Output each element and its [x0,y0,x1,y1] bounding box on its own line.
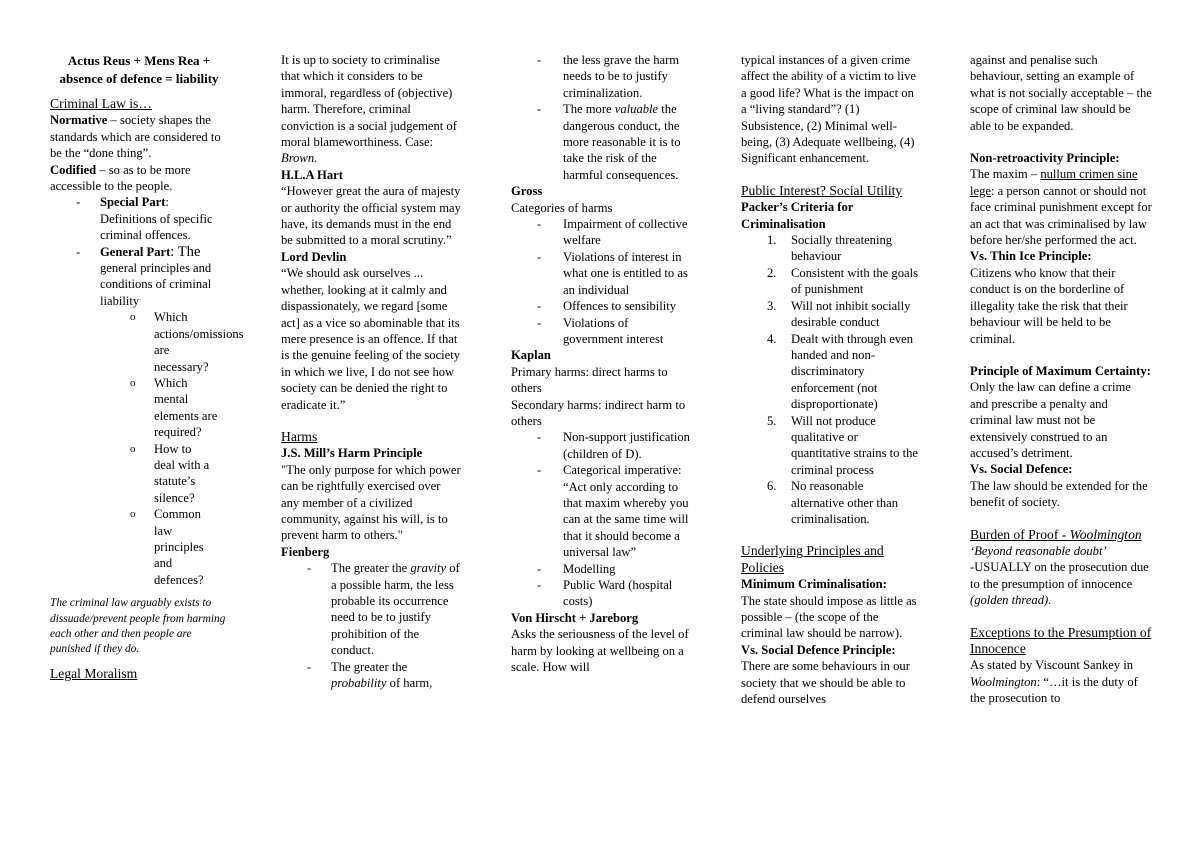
exceptions-heading: Exceptions to the Presumption of Innocence [970,624,1152,656]
list-item: - Public Ward (hospital costs) [511,577,691,610]
von-hirscht-text: Asks the seriousness of the level of harm by looking at wellbeing on a scale. How will [511,627,689,675]
von-hirscht-heading: Von Hirscht + Jareborg [511,610,639,625]
column-4 [741,52,919,707]
social-defence-continued: against and penalise such behaviour, setting an example of what is not socially acceptable – the scope of criminal law should be able to be expanded. [970,53,1152,133]
maximum-certainty-heading: Principle of Maximum Certainty: [970,363,1151,378]
kaplan-primary: Primary harms: direct harms to others [511,364,668,396]
questions-list [50,309,244,588]
fienberg-list [281,560,461,691]
list-text: Will not inhibit socially desirable conduct [791,298,911,330]
fienberg-2-rest: of harm, [386,676,433,691]
list-item: - Impairment of collective welfare [511,216,691,249]
column-5 [970,52,1152,707]
gross-heading: Gross [511,184,543,199]
criminal-law-note: The criminal law arguably exists to dissuade/prevent people from harming each other and then people are punished if they do. [50,597,226,656]
exceptions-text-main: As stated by Viscount Sankey in [970,658,1134,673]
codified-paragraph [50,162,228,195]
social-defence-principle-heading: Vs. Social Defence Principle: [741,642,896,657]
list-text: No reasonable alternative other than criminalisation. [791,479,898,526]
list-item: o Which mental elements are required? [50,375,218,441]
legal-moralism-heading: Legal Moralism [50,665,138,681]
list-item [741,232,919,265]
case-name: Brown. [281,151,318,166]
maxim-label: The maxim – [970,167,1041,182]
general-part-label: General Part [100,244,171,259]
mill-heading: J.S. Mill’s Harm Principle [281,446,423,461]
minimum-criminalisation-text: The state should impose as little as possible – (the scope of the criminal law should be narrow). [741,593,917,641]
minimum-criminalisation-heading: Minimum Criminalisation: [741,577,887,592]
list-number: 1. [767,233,777,248]
kaplan-secondary: Secondary harms: indirect harm to others [511,397,686,428]
list-item [741,265,919,298]
parts-list [50,194,244,588]
exceptions-case: Woolmington [970,674,1037,689]
valuable-rest: the dangerous conduct, the more reasonable it is to take the risk of the harmful consequences. [563,102,681,182]
devlin-quote: “We should ask ourselves ... whether, looking at it calmly and dispassionately, we regard [some act] as a vice so abominable that its mere presence is an offence. If that is the genuine feeling of the society in which we live, I do not see how society can be denied the right to eradicate it.” [281,266,461,412]
burden-heading-text: Burden of Proof - [970,526,1070,542]
normative-paragraph [50,112,228,161]
general-part-text: general principles and conditions of criminal liability [100,261,212,308]
harms-heading: Harms [281,428,318,444]
column-3 [511,52,691,675]
list-item-special-part [50,194,228,243]
criminal-law-heading: Criminal Law is… [50,96,152,111]
fienberg-heading: Fienberg [281,544,330,559]
list-item [511,101,691,183]
list-text: Socially threatening behaviour [791,233,893,264]
kaplan-list [511,429,691,609]
mill-quote: "The only purpose for which power can be rightfully exercised over any member of a civilized community, against his will, is to prevent harm to others." [281,462,461,543]
burden-of-proof-heading [970,527,1152,543]
list-item: - Categorical imperative: “Act only according to that maxim whereby you can at the same time will that it should become a universal law” [511,462,691,560]
special-part-label: Special Part [100,195,166,210]
hart-quote: “However great the aura of majesty or authority the official system may have, its demands must in the end be submitted to a moral scrutiny.” [281,184,461,248]
list-text: Consistent with the goals of punishment [791,265,918,297]
thin-ice-heading: Vs. Thin Ice Principle: [970,249,1092,264]
fienberg-2-continued: the less grave the harm needs to be to justify criminalization. [563,53,680,100]
list-text: Dealt with through even handed and non-discriminatory enforcement (not disproportionate) [791,331,914,412]
non-retroactivity-text [970,166,1152,248]
list-number: 4. [767,331,777,346]
fienberg-2-emphasis: probability [331,676,387,691]
maxim-latin: nullum crimen sine lege [970,167,1138,198]
packer-heading: Packer’s Criteria for Criminalisation [741,200,854,231]
social-defence-principle-text: There are some behaviours in our society that we should be able to defend ourselves [741,659,910,707]
exceptions-quote: : “…it is the duty of the prosecution to [970,674,1138,706]
list-item: - Offences to sensibility [511,298,691,314]
list-item: o Common law principles and defences? [50,506,214,588]
list-item [281,659,461,692]
list-number: 3. [767,298,777,313]
list-item: - Modelling [511,561,691,577]
non-retroactivity-heading: Non-retroactivity Principle: [970,151,1120,166]
list-number: 2. [767,265,777,280]
valuable-emphasis: valuable [614,102,659,117]
normative-label: Normative [50,113,108,128]
list-item-continued [511,52,691,101]
packer-list [741,232,919,527]
social-defence-text: The law should be extended for the benefit of society. [970,478,1148,510]
list-text: Will not produce qualitative or quantitative strains to the criminal process [791,413,918,477]
thin-ice-text: Citizens who know that their conduct is on the borderline of illegality take the risk that their behaviour will be held to be criminal. [970,265,1128,346]
gross-list [511,216,691,347]
fienberg-2-text: The greater the [331,659,408,674]
codified-label: Codified [50,162,97,177]
list-item: o Which actions/omissions are necessary? [50,309,218,375]
wellbeing-continued: typical instances of a given crime affect the ability of a victim to live a good life? What is the impact on a “living standard”? (1) Subsistence, (2) Minimal well-being, (3) Adequate wellbeing, (4) Significant enhancement. [741,53,916,166]
list-number: 5. [767,413,777,428]
fienberg-1-rest: of a possible harm, the less probable its occurrence need to be to justify prohibition of the conduct. [331,561,460,658]
legal-moralism-intro: It is up to society to criminalise that which it considers to be immoral, regardless of (objective) harm. Therefore, criminal conviction is a social judgement of moral blameworthiness. Case: [281,53,457,150]
maxim-explanation: : a person cannot or should not face criminal punishment except for an act that was criminalised by law before her/she performed the act. [970,183,1152,248]
social-defence-heading: Vs. Social Defence: [970,462,1073,477]
maximum-certainty-text: Only the law can define a crime and prescribe a penalty and criminal law must not be extensively construed to an accused’s detriment. [970,380,1131,460]
list-item [741,331,919,413]
special-part-text: : Definitions of specific criminal offences. [100,195,213,243]
list-item: - Violations of government interest [511,315,691,348]
column-2 [281,52,461,691]
fienberg-1-emphasis: gravity [410,561,447,576]
normative-text: – society shapes the standards which are considered to be the “done thing”. [50,113,221,161]
burden-quote: ‘Beyond reasonable doubt’ [970,543,1107,558]
gross-intro: Categories of harms [511,200,613,215]
fienberg-list-continued [511,52,691,183]
fienberg-1-text: The greater the [331,561,411,576]
burden-heading-case: Woolmington [1069,526,1142,542]
public-interest-heading: Public Interest? Social Utility [741,182,903,198]
valuable-text: The more [563,102,615,117]
hart-heading: H.L.A Hart [281,167,343,182]
list-item-general-part [50,243,244,589]
list-item [741,478,919,527]
page-title: Actus Reus + Mens Rea + absence of defence = liability [59,53,219,86]
exceptions-text [970,657,1152,706]
list-item: o How to deal with a statute’s silence? [50,441,214,507]
kaplan-heading: Kaplan [511,348,551,363]
burden-text-main: -USUALLY on the prosecution due to the presumption of innocence [970,560,1149,591]
list-item: - Violations of interest in what one is entitled to as an individual [511,249,691,298]
devlin-heading: Lord Devlin [281,249,347,264]
golden-thread: (golden thread). [970,593,1052,608]
list-item [741,413,919,479]
list-number: 6. [767,479,777,494]
codified-text: – so as to be more accessible to the people. [50,162,191,194]
column-1 [50,52,244,682]
list-item [741,298,919,331]
general-part-the: : The [170,243,201,260]
list-item [281,560,461,658]
list-item: - Non-support justification (children of D). [511,429,691,462]
underlying-principles-heading: Underlying Principles and Policies [741,543,884,575]
burden-text [970,559,1152,608]
